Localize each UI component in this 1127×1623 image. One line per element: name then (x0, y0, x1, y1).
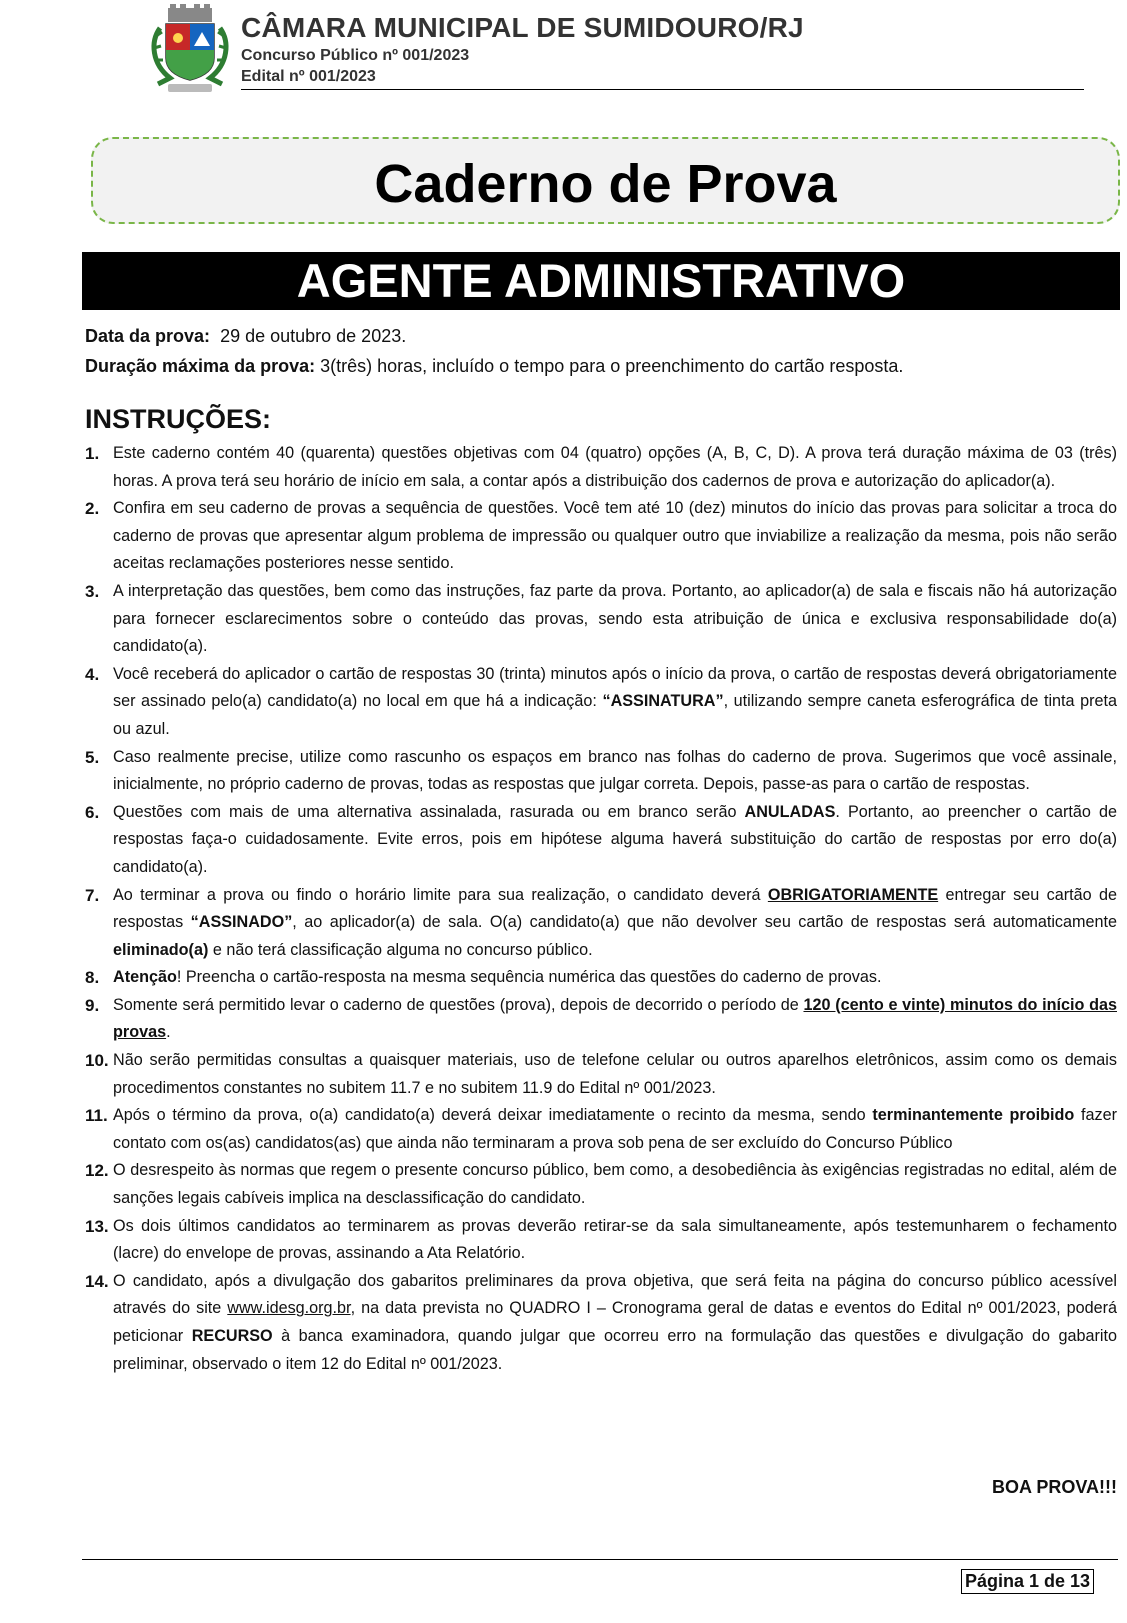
instruction-number: 4. (85, 664, 100, 684)
instruction-number: 8. (85, 968, 100, 988)
emphasis-text: OBRIGATORIAMENTE (767, 885, 939, 904)
instruction-item (85, 992, 1117, 1047)
edital-subtitle: Edital nº 001/2023 (241, 68, 376, 85)
instruction-number: 2. (85, 499, 100, 519)
instruction-text: A interpretação das questões, bem como das instruções, faz parte da prova. Portanto, ao aplicador(a) de sala e fiscais não há autorização para fornecer esclarecimentos sobre o conteúdo das provas, sendo esta atribuição de única e exclusiva responsabilidade do(a) candidato(a). (113, 581, 1117, 656)
instruction-number: 6. (85, 802, 100, 822)
instruction-item (85, 1102, 1117, 1157)
instruction-item (85, 1268, 1117, 1378)
instruction-item (85, 744, 1117, 799)
institution-title: CÂMARA MUNICIPAL DE SUMIDOURO/RJ (241, 12, 804, 43)
emphasis-text: 120 (cento e vinte) minutos do início das provas (113, 995, 1117, 1042)
instruction-number: 10. (85, 1051, 109, 1071)
footer-divider (82, 1559, 1118, 1560)
instruction-text: Ao terminar a prova ou findo o horário limite para sua realização, o candidato deverá (113, 885, 768, 904)
instruction-item (85, 1047, 1117, 1102)
instruction-text: Este caderno contém 40 (quarenta) questões objetivas com 04 (quatro) opções (A, B, C, D). A prova terá duração máxima de 03 (três) horas. A prova terá seu horário de início em sala, a contar após a distribuição dos cadernos de prova e autorização do aplicador(a). (113, 444, 1117, 490)
instruction-text: O desrespeito às normas que regem o presente concurso público, bem como, a desobediência às exigências registradas no edital, além de sanções legais cabíveis implica na desclassificação do candidato. (113, 1161, 1117, 1208)
municipal-crest-icon (146, 2, 234, 94)
exam-date-label: Data da prova: (85, 326, 211, 346)
emphasis-text: eliminado(a) (113, 940, 209, 959)
instruction-number: 1. (85, 444, 100, 463)
page-number: Página 1 de 13 (961, 1569, 1094, 1594)
exam-duration-value: 3(três) horas, incluído o tempo para o preenchimento do cartão resposta. (320, 356, 904, 376)
role-title: AGENTE ADMINISTRATIVO (296, 254, 906, 307)
instruction-text: Os dois últimos candidatos ao terminarem as provas deverão retirar-se da sala simultaneamente, após testemunharem o fechamento (lacre) do envelope de provas, assinando a Ata Relatório. (113, 1216, 1117, 1263)
emphasis-text: ANULADAS (744, 802, 836, 821)
instruction-text: Confira em seu caderno de provas a sequência de questões. Você tem até 10 (dez) minutos do início das provas para solicitar a troca do caderno de provas que apresentar algum problema de impressão ou qualquer outro que inviabilize a realização da mesma, pois não serão aceitas reclamações posteriores nesse sentido. (113, 499, 1117, 573)
instruction-text: fazer contato com os(as) candidatos(as) que ainda não terminaram a prova sob pena de ser excluído do Concurso Público (113, 1106, 1117, 1152)
instruction-text: , ao aplicador(a) de sala. O(a) candidato(a) que não devolver seu cartão de respostas será automaticamente (292, 913, 1117, 932)
instruction-text: Questões com mais de uma alternativa assinalada, rasurada ou em branco serão (113, 802, 745, 821)
document-title: Caderno de Prova (374, 154, 837, 214)
exam-duration (85, 356, 903, 377)
emphasis-text: terminantemente proibido (872, 1106, 1075, 1125)
instruction-text: . Portanto, ao preencher o cartão de respostas faça-o cuidadosamente. Evite erros, pois em hipótese alguma haverá substituição do cartão de respostas por erro do(a) candidato(a). (113, 802, 1117, 876)
instruction-number: 5. (85, 747, 100, 767)
instruction-number: 13. (85, 1216, 109, 1236)
instruction-text: Somente será permitido levar o caderno de questões (prova), depois de decorrido o período de (113, 995, 804, 1014)
instruction-item (85, 799, 1117, 882)
emphasis-text: RECURSO (191, 1327, 273, 1345)
instruction-text: Você receberá do aplicador o cartão de respostas 30 (trinta) minutos após o início da prova, o cartão de respostas deverá obrigatoriamente ser assinado pelo(a) candidato(a) no local em que há a indicação: (113, 664, 1117, 711)
instruction-text: e não terá classificação alguma no concurso público. (208, 940, 593, 959)
instruction-item (85, 1213, 1117, 1268)
instruction-text: O candidato, após a divulgação dos gabaritos preliminares da prova objetiva, que será feita na página do concurso público acessível através do site (113, 1271, 1117, 1318)
title-box (91, 137, 1120, 224)
role-banner (82, 252, 1120, 310)
instruction-item (85, 578, 1117, 661)
instruction-text: à banca examinadora, quando julgar que ocorreu erro na formulação das questões e divulgação do gabarito preliminar, observado o item 12 do Edital nº 001/2023. (113, 1327, 1118, 1373)
instruction-number: 14. (85, 1271, 109, 1291)
instruction-text: ! Preencha o cartão-resposta na mesma sequência numérica das questões do caderno de provas. (176, 968, 882, 987)
closing-text: BOA PROVA!!! (992, 1477, 1117, 1497)
instruction-text: Após o término da prova, o(a) candidato(a) deverá deixar imediatamente o recinto da mesma, sendo (113, 1106, 873, 1125)
contest-subtitle: Concurso Público nº 001/2023 (241, 47, 470, 64)
instructions-list (85, 440, 1117, 1378)
instruction-number: 12. (85, 1161, 109, 1181)
instruction-text: entregar seu cartão de respostas (113, 885, 1117, 932)
instructions-heading: INSTRUÇÕES: (85, 404, 272, 434)
emphasis-text: “ASSINATURA” (602, 692, 724, 711)
instruction-text: Caso realmente precise, utilize como rascunho os espaços em branco nas folhas do caderno de prova. Sugerimos que você assinale, inicialmente, no próprio caderno de provas, todas as respostas que julgar correta. Depois, passe-as para o cartão de respostas. (113, 747, 1117, 794)
instruction-number: 9. (85, 995, 100, 1015)
emphasis-text: “ASSINADO” (190, 913, 293, 932)
instruction-text: . (166, 1023, 171, 1042)
instruction-item (85, 495, 1117, 578)
website-link[interactable]: www.idesg.org.br (227, 1299, 351, 1318)
instruction-item (85, 882, 1117, 965)
instruction-number: 3. (85, 581, 100, 601)
emphasis-text: Atenção (113, 968, 177, 987)
instruction-number: 11. (85, 1106, 108, 1126)
instruction-item (85, 1157, 1117, 1212)
exam-date (85, 326, 406, 347)
instruction-text: Não serão permitidas consultas a quaisquer materiais, uso de telefone celular ou outros aparelhos eletrônicos, assim como os demais procedimentos constantes no subitem 11.7 e no subitem 11.9 do Edital nº 001/2023. (113, 1051, 1117, 1097)
instruction-item (85, 661, 1117, 744)
instruction-number: 7. (85, 885, 100, 905)
instruction-text: , na data prevista no QUADRO I – Cronograma geral de datas e eventos do Edital nº 001/2023, poderá peticionar (113, 1299, 1117, 1345)
header-divider (241, 89, 1084, 90)
instruction-item (85, 440, 1117, 495)
instruction-item (85, 964, 1117, 992)
instruction-text: , utilizando sempre caneta esferográfica de tinta preta ou azul. (113, 692, 1118, 738)
exam-duration-label: Duração máxima da prova: (85, 356, 316, 376)
exam-date-value: 29 de outubro de 2023. (220, 326, 407, 346)
